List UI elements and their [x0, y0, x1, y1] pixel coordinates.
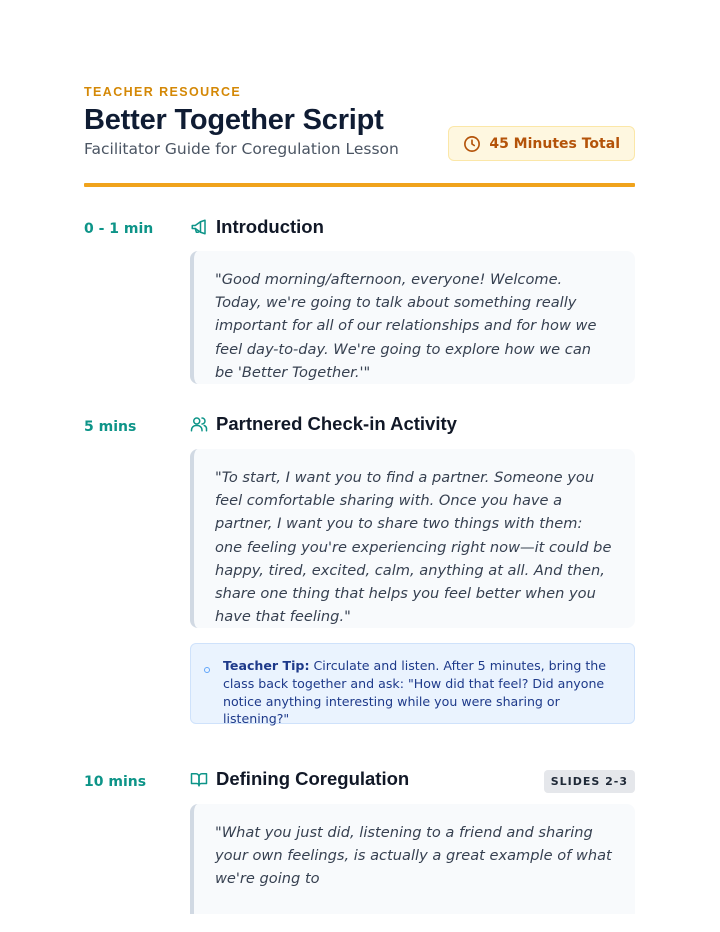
section-time: 5 mins — [84, 419, 137, 435]
page-subtitle: Facilitator Guide for Coregulation Lesson — [84, 140, 399, 158]
users-icon — [190, 415, 208, 433]
teacher-tip — [190, 643, 635, 727]
section-time: 10 mins — [84, 774, 147, 790]
duration-badge — [448, 126, 635, 161]
duration-label: 45 Minutes Total — [489, 135, 620, 152]
section-time: 0 - 1 min — [84, 221, 154, 237]
tip-label: Teacher Tip: — [223, 658, 310, 673]
page-title: Better Together Script — [84, 104, 384, 136]
clock-icon — [463, 135, 481, 153]
header-divider — [84, 183, 635, 187]
tip-text: Circulate and listen. After 5 minutes, bring the class back together and ask: "How did that feel? Did anyone notice anything interesting while you were sharing or listening?" — [223, 658, 606, 727]
section-header — [190, 768, 409, 790]
section-title: Introduction — [216, 216, 324, 237]
section-header — [190, 413, 457, 435]
section-title: Partnered Check-in Activity — [216, 413, 457, 434]
eyebrow-label: TEACHER RESOURCE — [84, 85, 242, 99]
script-quote: "Good morning/afternoon, everyone! Welcome. Today, we're going to talk about something really important for all of our relationships and for how we feel day-to-day. We're going to explore how we can be 'Better Together.'" — [190, 251, 635, 384]
script-quote: "What you just did, listening to a friend and sharing your own feelings, is actually a great example of what we're going to — [190, 804, 635, 914]
script-quote: "To start, I want you to find a partner. Someone you feel comfortable sharing with. Once you have a partner, I want you to share two things with them: one feeling you're experiencing right now—it could be happy, tired, excited, calm, anything at all. And then, share one thing that helps you feel better when you have that feeling." — [190, 449, 635, 628]
section-header — [190, 216, 324, 238]
megaphone-icon — [190, 218, 208, 236]
book-icon — [190, 770, 208, 788]
info-icon — [204, 667, 210, 673]
slides-badge: SLIDES 2-3 — [544, 770, 635, 793]
section-title: Defining Coregulation — [216, 768, 410, 789]
